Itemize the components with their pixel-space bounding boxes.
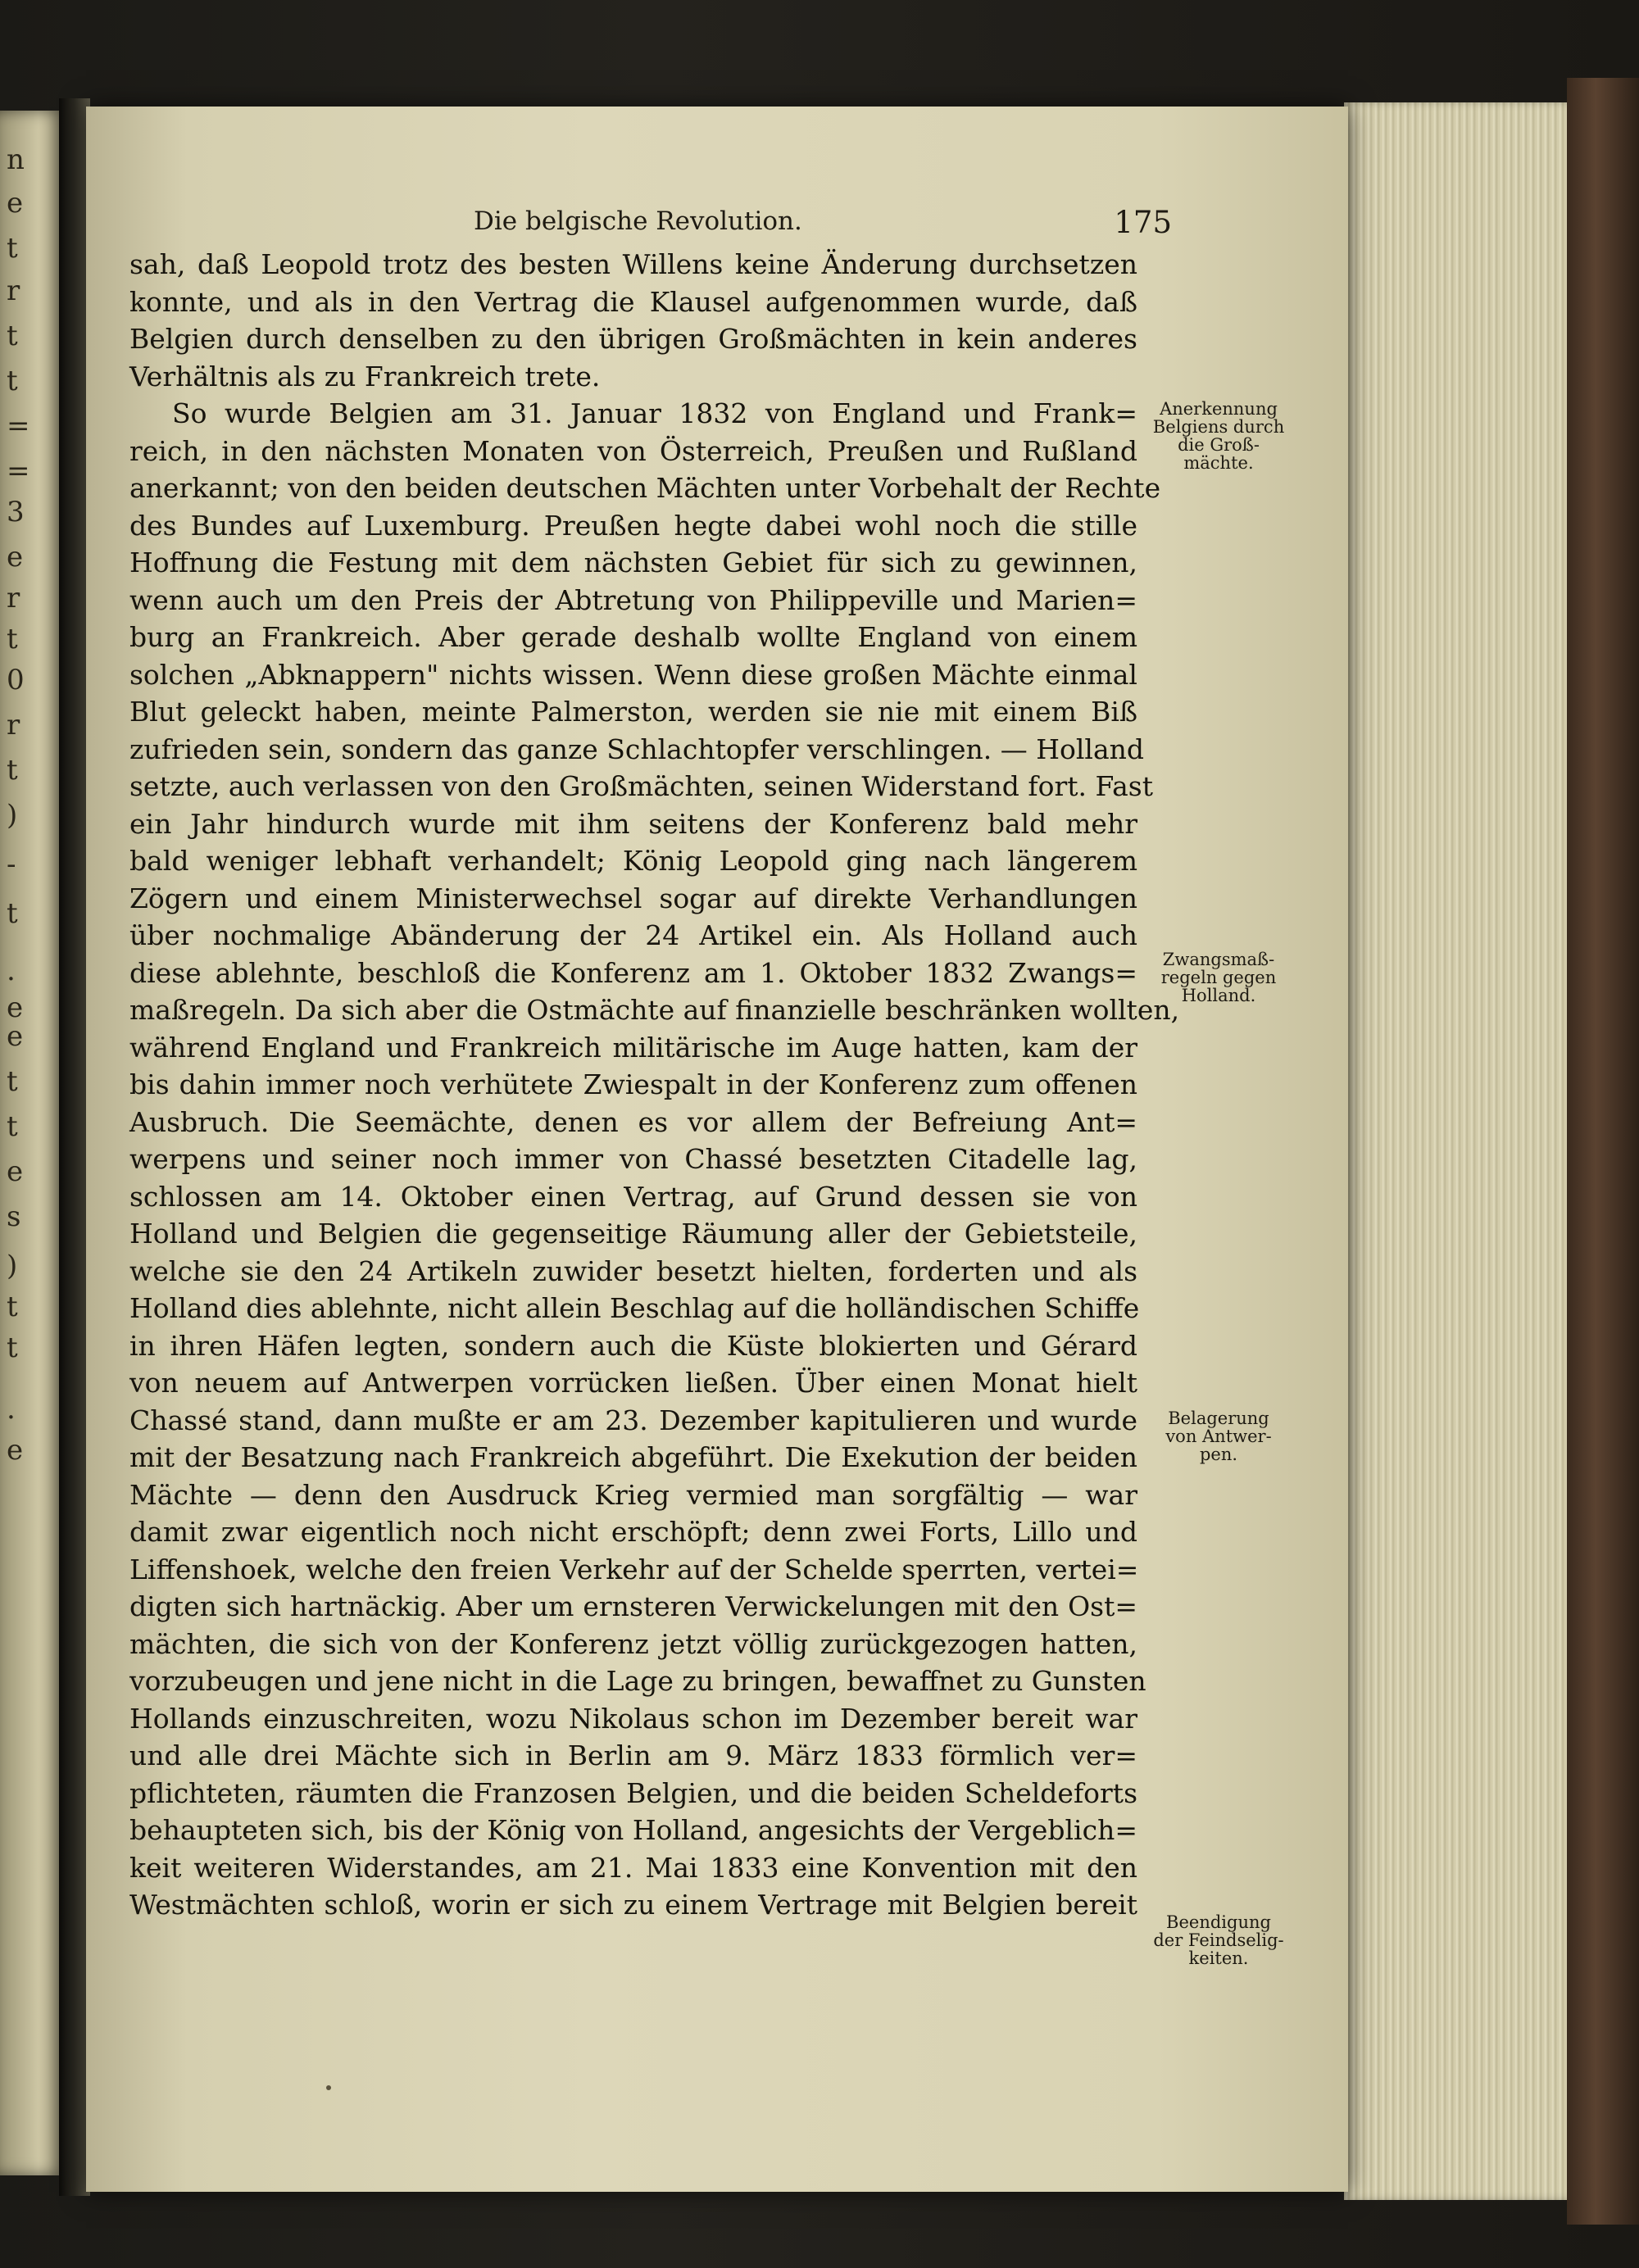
text-line: Holland dies ablehnte, nicht allein Beschlag auf die holländischen Schiffe — [129, 1292, 1140, 1324]
running-header-title: Die belgische Revolution. — [474, 206, 802, 236]
text-line: Zögern und einem Ministerwechsel sogar auf direkte Verhandlungen — [129, 882, 1137, 914]
text-line: diese ablehnte, beschloß die Konferenz am 1. Oktober 1832 Zwangs= — [129, 956, 1137, 989]
text-line: setzte, auch verlassen von den Großmächten, seinen Widerstand fort. Fast — [129, 770, 1154, 802]
marginal-note-line: keiten. — [1188, 1948, 1249, 1968]
left-page-glyph: s — [7, 1200, 21, 1233]
text-line: mit der Besatzung nach Frankreich abgeführt. Die Exekution der beiden — [129, 1441, 1137, 1473]
marginal-note-line: die Groß- — [1178, 435, 1260, 455]
left-page-glyph: t — [7, 754, 18, 787]
marginal-note-line: Beendigung — [1166, 1912, 1271, 1932]
marginal-note-siege-antwerp — [1141, 1409, 1296, 1463]
text-line: burg an Frankreich. Aber gerade deshalb wollte England von einem — [129, 621, 1137, 653]
text-line: Hoffnung die Festung mit dem nächsten Gebiet für sich zu gewinnen, — [129, 547, 1137, 578]
text-line: konnte, und als in den Vertrag die Klausel aufgenommen wurde, daß — [129, 285, 1137, 318]
left-page-glyph: r — [7, 274, 20, 307]
text-line: Belgien durch denselben zu den übrigen Großmächten in kein anderes — [129, 323, 1137, 355]
text-line: digten sich hartnäckig. Aber um ernsteren Verwickelungen mit den Ost= — [129, 1590, 1137, 1622]
text-line: sah, daß Leopold trotz des besten Willens keine Änderung durchsetzen — [129, 248, 1137, 280]
left-page-glyph: n — [7, 143, 25, 176]
text-line: maßregeln. Da sich aber die Ostmächte auf finanzielle beschränken wollten, — [129, 994, 1180, 1026]
left-page-glyph: - — [7, 848, 16, 881]
left-page-glyph: t — [7, 365, 18, 397]
text-line: bis dahin immer noch verhütete Zwiespalt in der Konferenz zum offenen — [129, 1068, 1137, 1100]
left-page-glyph: 0 — [7, 664, 25, 696]
text-line: keit weiteren Widerstandes, am 21. Mai 1833 eine Konvention mit den — [129, 1851, 1137, 1884]
marginal-note-line: Holland. — [1181, 986, 1256, 1005]
text-line: Hollands einzuschreiten, wozu Nikolaus schon im Dezember bereit war — [129, 1702, 1137, 1735]
text-line: solchen „Abknappern" nichts wissen. Wenn diese großen Mächte einmal — [129, 658, 1137, 691]
text-line: pflichteten, räumten die Franzosen Belgien, und die beiden Scheldeforts — [129, 1776, 1137, 1809]
text-line: über nochmalige Abänderung der 24 Artikel ein. Als Holland auch — [129, 919, 1137, 951]
left-page-glyph: e — [7, 1020, 24, 1053]
left-page-glyph: t — [7, 897, 18, 930]
left-page-glyph: t — [7, 1331, 18, 1364]
text-line: So wurde Belgien am 31. Januar 1832 von England und Frank= — [172, 397, 1137, 429]
left-page-glyph: t — [7, 232, 18, 265]
body-text — [129, 246, 1180, 1924]
left-page-glyph: t — [7, 623, 18, 655]
text-line: damit zwar eigentlich noch nicht erschöpft; denn zwei Forts, Lillo und — [129, 1516, 1137, 1548]
marginal-note-line: Anerkennung — [1160, 399, 1278, 419]
left-page-glyph: e — [7, 541, 24, 574]
text-line: Mächte — denn den Ausdruck Krieg vermied man sorgfältig — war — [129, 1478, 1137, 1511]
text-line: vorzubeugen und jene nicht in die Lage zu bringen, bewaffnet zu Gunsten — [129, 1665, 1146, 1697]
text-line: Holland und Belgien die gegenseitige Räumung aller der Gebietsteile, — [129, 1218, 1137, 1250]
text-line: Verhältnis als zu Frankreich trete. — [129, 360, 601, 392]
marginal-note-line: Belagerung — [1168, 1408, 1269, 1428]
text-line: ein Jahr hindurch wurde mit ihm seitens der Konferenz bald mehr — [129, 807, 1137, 840]
text-line: bald weniger lebhaft verhandelt; König Leopold ging nach längerem — [129, 845, 1137, 877]
marginal-note-line: pen. — [1199, 1445, 1238, 1464]
left-page-glyph: t — [7, 1290, 18, 1323]
text-line: werpens und seiner noch immer von Chassé besetzten Citadelle lag, — [129, 1143, 1137, 1175]
marginal-note-line: regeln gegen — [1160, 968, 1277, 987]
left-page-glyph: e — [7, 187, 24, 220]
left-page-glyph: e — [7, 1155, 24, 1188]
text-line: in ihren Häfen legten, sondern auch die Küste blokierten und Gérard — [129, 1329, 1137, 1362]
text-line: mächten, die sich von der Konferenz jetzt völlig zurückgezogen hatten, — [129, 1627, 1137, 1660]
left-page-glyph: . — [7, 955, 16, 987]
text-line: Ausbruch. Die Seemächte, denen es vor allem der Befreiung Ant= — [129, 1105, 1137, 1138]
text-line: zufrieden sein, sondern das ganze Schlachtopfer verschlingen. — Holland — [129, 733, 1144, 765]
page-number: 175 — [1114, 205, 1172, 240]
text-line: während England und Frankreich militärische im Auge hatten, kam der — [129, 1031, 1137, 1064]
left-page-glyph: . — [7, 1393, 16, 1426]
marginal-note-line: von Antwer- — [1165, 1427, 1272, 1446]
text-line: reich, in den nächsten Monaten von Österreich, Preußen und Rußland — [129, 434, 1137, 467]
text-line: des Bundes auf Luxemburg. Preußen hegte dabei wohl noch die stille — [129, 509, 1137, 542]
marginal-note-coercive-measures — [1141, 950, 1296, 1005]
text-line: Westmächten schloß, worin er sich zu einem Vertrage mit Belgien bereit — [129, 1889, 1137, 1921]
left-page-glyph: r — [7, 709, 20, 742]
left-page-edge — [0, 111, 64, 2175]
page-stack-edge — [1344, 102, 1573, 2200]
text-line: von neuem auf Antwerpen vorrücken ließen. Über einen Monat hielt — [129, 1367, 1137, 1399]
text-line: Blut geleckt haben, meinte Palmerston, werden sie nie mit einem Biß — [129, 696, 1137, 728]
marginal-note-recognition — [1141, 400, 1296, 472]
left-page-glyph: e — [7, 1434, 24, 1467]
left-page-glyph: ) — [7, 799, 18, 832]
page-speck — [326, 2085, 331, 2090]
marginal-note-line: mächte. — [1183, 453, 1254, 473]
left-page-glyph: = — [7, 455, 30, 488]
left-page-glyph: t — [7, 320, 18, 352]
left-page-glyph: e — [7, 991, 24, 1024]
text-line: schlossen am 14. Oktober einen Vertrag, auf Grund dessen sie von — [129, 1180, 1137, 1213]
marginal-note-line: Zwangsmaß- — [1162, 950, 1275, 969]
text-line: behaupteten sich, bis der König von Holland, angesichts der Vergeblich= — [129, 1814, 1137, 1846]
left-page-glyph: ) — [7, 1250, 18, 1282]
text-line: Chassé stand, dann mußte er am 23. Dezember kapitulieren und wurde — [129, 1404, 1137, 1436]
text-line: wenn auch um den Preis der Abtretung von Philippeville und Marien= — [129, 583, 1137, 616]
left-page-glyph: t — [7, 1110, 18, 1143]
marginal-note-end-of-hostilities — [1141, 1913, 1296, 1967]
marginal-note-line: Belgiens durch — [1152, 417, 1285, 437]
text-line: und alle drei Mächte sich in Berlin am 9. März 1833 förmlich ver= — [129, 1740, 1137, 1771]
marginal-note-line: der Feindselig- — [1153, 1930, 1284, 1950]
text-line: anerkannt; von den beiden deutschen Mächten unter Vorbehalt der Rechte — [129, 472, 1161, 504]
text-line: Liffenshoek, welche den freien Verkehr auf der Schelde sperrten, vertei= — [129, 1553, 1139, 1585]
left-page-glyph: 3 — [7, 496, 25, 528]
text-line: welche sie den 24 Artikeln zuwider besetzt hielten, forderten und als — [129, 1254, 1137, 1287]
left-page-glyph: t — [7, 1065, 18, 1098]
left-page-glyph: = — [7, 410, 30, 442]
book-cover-edge — [1567, 78, 1639, 2225]
left-page-glyph: r — [7, 582, 20, 615]
